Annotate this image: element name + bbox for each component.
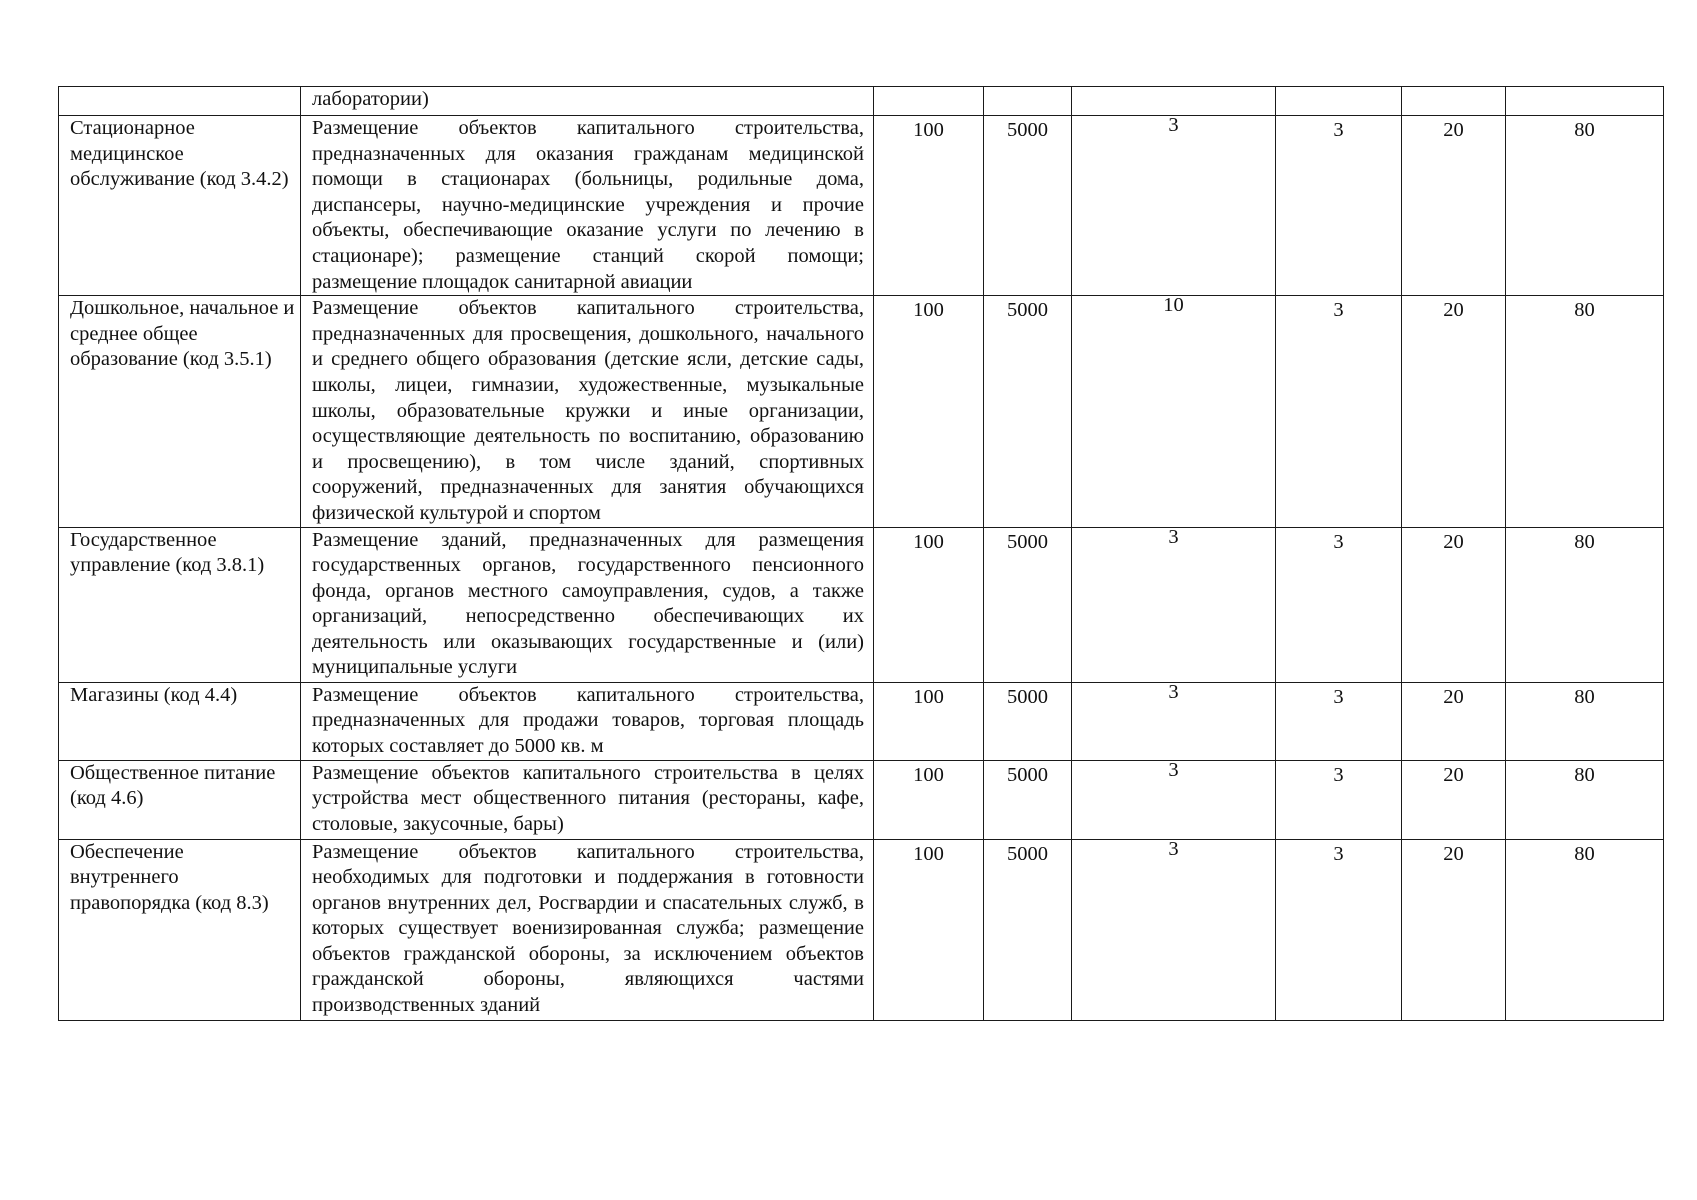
min-setback-cell	[1276, 116, 1402, 296]
min-plot-area-cell	[874, 839, 984, 1020]
max-plot-area-value: 5000	[1007, 530, 1048, 553]
max-floors-cell	[1072, 116, 1276, 296]
min-setback-cell	[1276, 682, 1402, 760]
table-row	[59, 760, 1664, 839]
min-setback-value: 3	[1333, 842, 1344, 865]
table-row	[59, 116, 1664, 296]
land-use-description-text: лаборатории)	[312, 88, 429, 110]
max-coverage-value: 80	[1574, 763, 1595, 786]
min-landscaping-cell	[1402, 87, 1506, 116]
max-coverage-cell	[1506, 839, 1664, 1020]
land-use-name-cell: Обеспечение внутреннего правопорядка (код 8.3)	[59, 839, 301, 1020]
land-use-description-cell	[301, 682, 874, 760]
min-setback-value: 3	[1333, 530, 1344, 553]
max-floors-cell	[1072, 527, 1276, 682]
min-setback-value: 3	[1333, 119, 1344, 141]
min-landscaping-cell	[1402, 527, 1506, 682]
land-use-name-cell: Государственное управление (код 3.8.1)	[59, 527, 301, 682]
min-landscaping-cell	[1402, 760, 1506, 839]
max-floors-value: 3	[1168, 527, 1179, 548]
land-use-description-cell	[301, 760, 874, 839]
land-use-description-text: Размещение объектов капитального строительства, предназначенных для оказания гражданам медицинской помощи в стационарах (больницы, родильные дома, диспансеры, научно-медицинские учреждения и прочие объекты, обеспечивающие оказание услуги по лечению в стационаре); размещение станций скорой помощи; размещение площадок санитарной авиации	[312, 117, 864, 293]
max-floors-cell	[1072, 839, 1276, 1020]
land-use-name-cell	[59, 87, 301, 116]
min-setback-cell	[1276, 839, 1402, 1020]
table-row	[59, 839, 1664, 1020]
min-setback-value: 3	[1333, 299, 1344, 322]
min-setback-cell	[1276, 87, 1402, 116]
table-row	[59, 527, 1664, 682]
land-use-description-cell	[301, 296, 874, 527]
min-setback-cell	[1276, 760, 1402, 839]
max-coverage-cell	[1506, 116, 1664, 296]
min-plot-area-cell	[874, 527, 984, 682]
land-use-name-cell: Стационарное медицинское обслуживание (код 3.4.2)	[59, 116, 301, 296]
max-floors-value: 3	[1168, 682, 1179, 703]
max-floors-value: 3	[1168, 839, 1179, 860]
land-use-description-text: Размещение зданий, предназначенных для размещения государственных органов, государственного пенсионного фонда, органов местного самоуправления, судов, а также организаций, непосредственно обеспечивающих их деятельность или оказывающих государственные и (или) муниципальные услуги	[312, 528, 864, 679]
max-floors-cell	[1072, 760, 1276, 839]
max-coverage-cell	[1506, 527, 1664, 682]
min-setback-cell	[1276, 296, 1402, 527]
max-plot-area-cell	[984, 87, 1072, 116]
min-plot-area-value: 100	[913, 530, 944, 553]
min-landscaping-cell	[1402, 839, 1506, 1020]
min-plot-area-cell	[874, 87, 984, 116]
land-use-name-cell: Магазины (код 4.4)	[59, 682, 301, 760]
min-plot-area-cell	[874, 296, 984, 527]
min-landscaping-value: 20	[1443, 685, 1464, 708]
land-use-description-text: Размещение объектов капитального строительства в целях устройства мест общественного питания (рестораны, кафе, столовые, закусочные, бары)	[312, 761, 864, 835]
land-use-description-cell	[301, 116, 874, 296]
min-plot-area-value: 100	[913, 685, 944, 708]
min-setback-cell	[1276, 527, 1402, 682]
max-plot-area-value: 5000	[1007, 685, 1048, 708]
max-plot-area-cell	[984, 296, 1072, 527]
max-floors-cell	[1072, 682, 1276, 760]
min-landscaping-cell	[1402, 682, 1506, 760]
max-floors-cell	[1072, 296, 1276, 527]
table-row-continuation	[59, 87, 1664, 116]
land-use-description-cell	[301, 839, 874, 1020]
land-use-description-text: Размещение объектов капитального строительства, предназначенных для продажи товаров, торговая площадь которых составляет до 5000 кв. м	[312, 683, 864, 757]
max-plot-area-value: 5000	[1007, 842, 1048, 865]
min-landscaping-value: 20	[1443, 530, 1464, 553]
min-plot-area-value: 100	[913, 299, 944, 322]
max-coverage-cell	[1506, 760, 1664, 839]
land-use-name-cell: Общественное питание (код 4.6)	[59, 760, 301, 839]
min-plot-area-cell	[874, 682, 984, 760]
max-coverage-cell	[1506, 87, 1664, 116]
land-use-description-text: Размещение объектов капитального строительства, предназначенных для просвещения, дошкольного, начального и среднего общего образования (детские ясли, детские сады, школы, лицеи, гимназии, художественные, музыкальные школы, образовательные кружки и иные организации, осуществляющие деятельность по воспитанию, образованию и просвещению), в том числе зданий, спортивных сооружений, предназначенных для занятия обучающихся физической культурой и спортом	[312, 297, 864, 524]
land-use-description-cell	[301, 87, 874, 116]
max-coverage-value: 80	[1574, 530, 1595, 553]
min-landscaping-cell	[1402, 296, 1506, 527]
table-row	[59, 682, 1664, 760]
table-row	[59, 296, 1664, 527]
max-plot-area-cell	[984, 839, 1072, 1020]
min-setback-value: 3	[1333, 685, 1344, 708]
max-plot-area-cell	[984, 760, 1072, 839]
max-plot-area-cell	[984, 116, 1072, 296]
max-floors-value: 3	[1168, 115, 1179, 136]
min-plot-area-cell	[874, 760, 984, 839]
min-setback-value: 3	[1333, 763, 1344, 786]
max-floors-value: 10	[1163, 295, 1184, 317]
land-use-description-text: Размещение объектов капитального строительства, необходимых для подготовки и поддержания в готовности органов внутренних дел, Росгвардии и спасательных служб, в которых существует военизированная служба; размещение объектов гражданской обороны, за исключением объектов гражданской обороны, являющихся частями производственных зданий	[312, 840, 864, 1017]
max-plot-area-cell	[984, 527, 1072, 682]
max-floors-cell	[1072, 87, 1276, 116]
max-coverage-value: 80	[1574, 842, 1595, 865]
max-coverage-value: 80	[1574, 299, 1595, 322]
max-coverage-value: 80	[1574, 119, 1595, 141]
max-plot-area-value: 5000	[1007, 119, 1048, 141]
min-plot-area-value: 100	[913, 842, 944, 865]
min-landscaping-value: 20	[1443, 299, 1464, 322]
max-floors-value: 3	[1168, 760, 1179, 781]
max-plot-area-value: 5000	[1007, 763, 1048, 786]
min-plot-area-value: 100	[913, 763, 944, 786]
min-landscaping-cell	[1402, 116, 1506, 296]
max-coverage-cell	[1506, 296, 1664, 527]
min-landscaping-value: 20	[1443, 119, 1464, 141]
max-coverage-cell	[1506, 682, 1664, 760]
land-use-name-cell: Дошкольное, начальное и среднее общее образование (код 3.5.1)	[59, 296, 301, 527]
min-plot-area-cell	[874, 116, 984, 296]
zoning-regulations-table	[58, 86, 1664, 1021]
max-plot-area-value: 5000	[1007, 299, 1048, 322]
min-landscaping-value: 20	[1443, 763, 1464, 786]
max-plot-area-cell	[984, 682, 1072, 760]
land-use-description-cell	[301, 527, 874, 682]
min-plot-area-value: 100	[913, 119, 944, 141]
max-coverage-value: 80	[1574, 685, 1595, 708]
min-landscaping-value: 20	[1443, 842, 1464, 865]
